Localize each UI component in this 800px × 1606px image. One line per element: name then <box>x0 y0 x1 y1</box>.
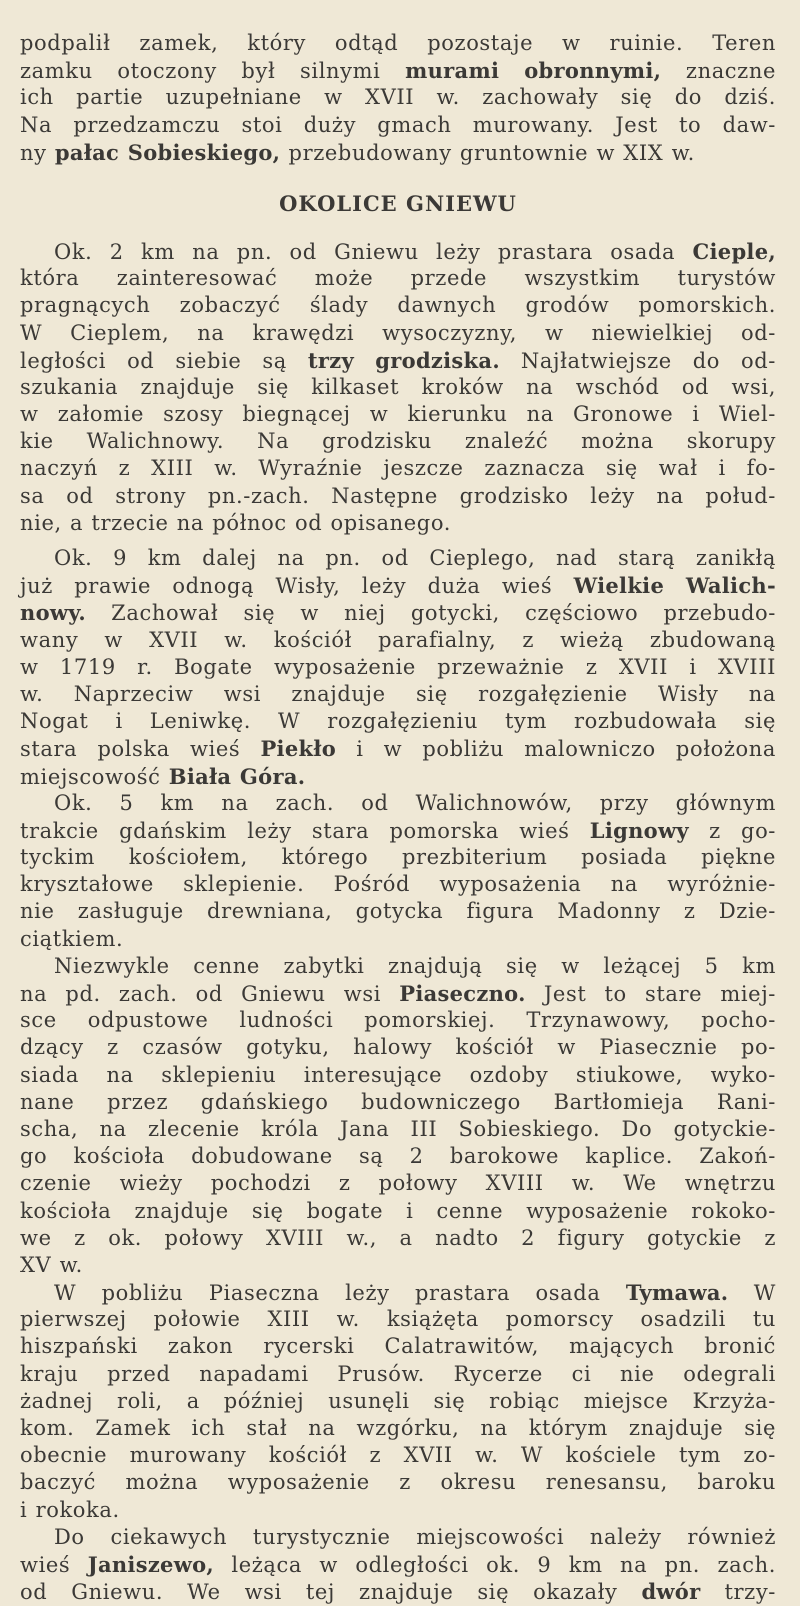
paragraph-janiszewo <box>20 1524 776 1606</box>
bold-term: Biała Góra. <box>168 763 306 789</box>
text-line: która zainteresować może przede wszystkim turystów <box>20 266 776 291</box>
paragraph-piaseczno <box>20 953 776 1279</box>
text-line: w załomie szosy biegnącej w kierunku na Gronowe i Wiel- <box>20 402 776 427</box>
text-line: trakcie gdańskim leży stara pomorska wieś Lignowy z go- <box>20 817 777 843</box>
bold-term: Janiszewo, <box>87 1551 214 1577</box>
text-line: W pobliżu Piaseczna leży prastara osada Tymawa. W <box>54 1280 776 1306</box>
paragraph-walichnowy <box>20 545 776 790</box>
text-line: w 1719 r. Bogate wyposażenie przeważnie z XVII i XVIII <box>20 654 776 679</box>
text-line: hiszpański zakon rycerski Calatrawitów, mających bronić <box>20 1334 776 1359</box>
text-line: nie, a trzecie na północ od opisanego. <box>20 510 451 535</box>
text-line: ny pałac Sobieskiego, przebudowany gruntownie w XIX w. <box>20 139 695 165</box>
text-line: sa od strony pn.-zach. Następne grodzisko leży na połud- <box>20 483 776 508</box>
text-line: Niezwykle cenne zabytki znajdują się w leżącej 5 km <box>54 953 776 978</box>
text-line: wany w XVII w. kościół parafialny, z wieżą zbudowaną <box>20 627 776 652</box>
text-line: sce odpustowe ludności pomorskiej. Trzynawowy, pocho- <box>20 1008 776 1033</box>
text-line: Nogat i Leniwkę. W rozgałęzieniu tym rozbudowała się <box>20 709 776 734</box>
intro-paragraph <box>20 30 776 166</box>
text-line: pierwszej połowie XIII w. książęta pomorscy osadzili tu <box>20 1307 776 1332</box>
text-line: czenie wieży pochodzi z połowy XVIII w. We wnętrzu <box>20 1171 776 1196</box>
text-line: go kościoła dobudowane są 2 barokowe kaplice. Zakoń- <box>20 1144 776 1169</box>
text-line: szukania znajduje się kilkaset kroków na wschód od wsi, <box>20 374 776 399</box>
text-line: nane przez gdańskiego budowniczego Bartłomieja Rani- <box>20 1089 776 1114</box>
text-line: i rokoka. <box>20 1497 120 1522</box>
text-line: ciątkiem. <box>20 926 124 951</box>
text-line: od Gniewu. We wsi tej znajduje się okazały dwór trzy- <box>20 1579 776 1605</box>
bold-term: dwór <box>641 1579 701 1605</box>
text-line: podpalił zamek, który odtąd pozostaje w ruinie. Teren <box>20 31 776 55</box>
text-line: zamku otoczony był silnymi murami obronnymi, znaczne <box>20 58 776 84</box>
text-line: W Cieplem, na krawędzi wysoczyzny, w niewielkiej od- <box>20 320 776 345</box>
bold-term: Wielkie Walich- <box>573 573 777 599</box>
text-line: kie Walichnowy. Na grodzisku znaleźć można skorupy <box>20 429 776 454</box>
text-line: ległości od siebie są trzy grodziska. Najłatwiejsze do od- <box>20 347 777 373</box>
text-line: obecnie murowany kościół z XVII w. W kościele tym zo- <box>20 1443 776 1468</box>
text-line: Do ciekawych turystycznie miejscowości należy również <box>54 1524 776 1549</box>
text-line: na pd. zach. od Gniewu wsi Piaseczno. Jest to stare miej- <box>20 981 776 1006</box>
text-line: scha, na zlecenie króla Jana III Sobieskiego. Do gotyckie- <box>20 1116 776 1141</box>
text-line: w. Naprzeciw wsi znajduje się rozgałęzienie Wisły na <box>20 681 776 706</box>
text-line: Na przedzamczu stoi duży gmach murowany. Jest to daw- <box>20 112 776 137</box>
bold-term: nowy. <box>20 600 86 626</box>
bold-term: murami obronnymi, <box>405 58 662 84</box>
text-line: dzący z czasów gotyku, halowy kościół w Piasecznie po- <box>20 1035 776 1060</box>
paragraph-tymawa <box>20 1279 776 1524</box>
text-line: nowy. Zachował się w niej gotycki, częściowo przebudo- <box>20 600 776 626</box>
bold-term: Piekło <box>260 736 337 762</box>
text-line: stara polska wieś Piekło i w pobliżu malowniczo położona <box>20 736 776 762</box>
text-line: tyckim kościołem, którego prezbiterium posiada piękne <box>20 845 776 870</box>
text-line: ich partie uzupełniane w XVII w. zachowały się do dziś. <box>20 85 776 110</box>
text-line: pragnących zobaczyć ślady dawnych grodów pomorskich. <box>20 293 776 318</box>
bold-term: pałac Sobieskiego, <box>54 139 281 165</box>
bold-term: trzy grodziska. <box>307 347 500 373</box>
text-line: nie zasługuje drewniana, gotycka figura Madonny z Dzie- <box>20 899 776 924</box>
text-line: miejscowość Biała Góra. <box>20 763 306 789</box>
text-line: we z ok. połowy XVIII w., a nadto 2 figury gotyckie z <box>20 1225 776 1250</box>
text-line: żadnej roli, a później usunęli się robiąc miejsce Krzyża- <box>20 1388 776 1413</box>
text-line: kraju przed napadami Prusów. Rycerze ci nie odegrali <box>20 1361 776 1386</box>
bold-term: Lignowy <box>589 817 689 843</box>
text-line: siada na sklepieniu interesujące ozdoby stiukowe, wyko- <box>20 1062 776 1087</box>
text-line: baczyć można wyposażenie z okresu renesansu, baroku <box>20 1470 776 1495</box>
text-line: Ok. 2 km na pn. od Gniewu leży prastara osada Cieple, <box>54 238 776 264</box>
text-line: XV w. <box>20 1252 83 1277</box>
section-heading: OKOLICE GNIEWU <box>279 190 517 216</box>
bold-term: Tymawa. <box>625 1280 729 1306</box>
paragraph-cieple <box>20 238 776 537</box>
text-line: wieś Janiszewo, leżąca w odległości ok. 9 km na pn. zach. <box>20 1551 776 1577</box>
bold-term: Cieple, <box>692 238 776 264</box>
bold-term: Piaseczno. <box>399 981 526 1006</box>
text-line: Ok. 9 km dalej na pn. od Cieplego, nad starą zanikłą <box>54 546 776 570</box>
text-line: kościoła znajduje się bogate i cenne wyposażenie rokoko- <box>20 1198 776 1223</box>
text-line: kom. Zamek ich stał na wzgórku, na którym znajduje się <box>20 1416 776 1440</box>
text-line: naczyń z XIII w. Wyraźnie jeszcze zaznacza się wał i fo- <box>20 456 776 481</box>
text-line: kryształowe sklepienie. Pośród wyposażenia na wyróżnie- <box>20 872 776 897</box>
paragraph-lignowy <box>20 790 776 953</box>
text-line: już prawie odnogą Wisły, leży duża wieś Wielkie Walich- <box>20 573 777 599</box>
text-line: Ok. 5 km na zach. od Walichnowów, przy głównym <box>54 790 776 815</box>
